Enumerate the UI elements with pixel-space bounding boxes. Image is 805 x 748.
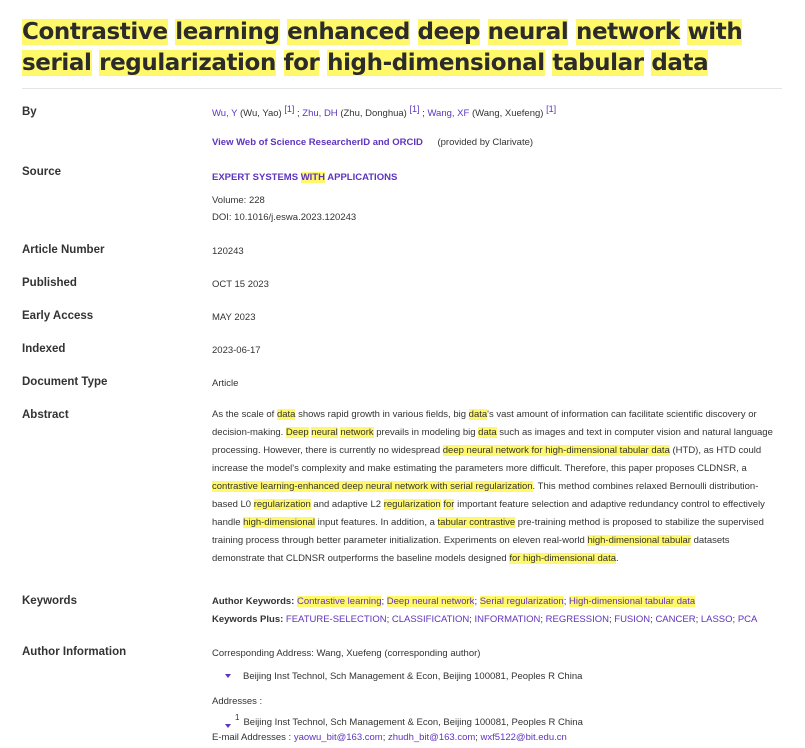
page-title [22,17,792,79]
corresponding-address-line [225,671,582,682]
keywords-plus: Keywords Plus: FEATURE-SELECTION; CLASSIFICATION; INFORMATION; REGRESSION; FUSION; CANCER; LASSO; PCA [212,614,758,625]
email-link[interactable]: zhudh_bit@163.com [387,732,476,743]
email-link[interactable]: wxf5122@bit.edu.cn [480,732,567,743]
abstract-highlight: deep neural network for high-dimensional tabular data [442,445,670,456]
label-source: Source [22,166,61,178]
journal-name-part: EXPERT SYSTEMS [212,172,301,183]
title-word: serial [22,50,92,76]
provided-by-note: (provided by Clarivate) [437,137,534,148]
title-word: learning [175,19,280,45]
author-link-zhu[interactable]: Zhu, DH [302,108,338,119]
keyword-plus-link[interactable]: FEATURE-SELECTION [285,614,387,625]
journal-name-part: APPLICATIONS [324,172,398,183]
author-fullname: (Zhu, Donghua) [340,108,407,119]
title-word: with [687,19,743,45]
author-link-wang[interactable]: Wang, XF [427,108,470,119]
corr-address-text: Beijing Inst Technol, Sch Management & Econ, Beijing 100081, Peoples R China [243,671,583,682]
abstract-segment: 's vast amount of information can facilitate scientific discovery or decision-making. [212,409,757,438]
address-line [225,713,583,728]
abstract-segment: pre-training method is proposed to stabilize the supervised training process through better parameter initialization. Experiments on eleven real-world [212,517,764,546]
abstract-segment: (HTD), as HTD could increase the model's complexity and make estimating the parameters more difficult. Therefore, this paper proposes CLDNSR, a [212,445,762,474]
abstract-text [212,406,784,568]
address-number: 1 [235,713,240,722]
email-label: E-mail Addresses : [212,732,292,743]
label-author-information: Author Information [22,646,127,658]
address-text: Beijing Inst Technol, Sch Management & Econ, Beijing 100081, Peoples R China [243,717,583,728]
journal-name-part: WITH [300,172,325,183]
abstract-highlight: regularization [383,499,441,510]
abstract-highlight: tabular contrastive [437,517,516,528]
label-early-access: Early Access [22,310,94,322]
doi: DOI: 10.1016/j.eswa.2023.120243 [212,212,357,223]
title-word: enhanced [287,19,410,45]
abstract-segment: important feature selection and adaptive redundancy control to effectively handle [212,499,765,528]
author-fullname: (Wu, Yao) [240,108,282,119]
label-abstract: Abstract [22,409,69,421]
title-word: network [575,19,680,45]
title-word: neural [487,19,569,45]
addresses-label: Addresses : [212,696,263,707]
abstract-segment: shows rapid growth in various fields, big [295,409,469,420]
early-access-value: MAY 2023 [212,312,256,323]
journal-link[interactable] [212,172,397,183]
abstract-segment: input features. In addition, a [315,517,438,528]
author-keyword-link[interactable]: Contrastive learning [296,596,382,607]
authors-line: Wu, Y (Wu, Yao) [1] ; Zhu, DH (Zhu, Donghua) [1] ; Wang, XF (Wang, Xuefeng) [1] [212,104,557,119]
author-keywords-label: Author Keywords: [212,596,295,607]
keyword-plus-link[interactable]: PCA [737,614,758,625]
label-published: Published [22,277,77,289]
abstract-highlight: data [468,409,488,420]
published-value: OCT 15 2023 [212,279,269,290]
indexed-value: 2023-06-17 [212,345,261,356]
abstract-segment: such as images and text in computer vision and natural language processing. However, there is currently no widespread [212,427,773,456]
title-word: tabular [552,50,644,76]
researcher-id-link[interactable]: View Web of Science ResearcherID and ORCID [212,137,423,148]
abstract-highlight: regularization [253,499,311,510]
keyword-plus-link[interactable]: REGRESSION [545,614,609,625]
title-word: data [651,50,709,76]
label-document-type: Document Type [22,376,108,388]
keyword-plus-link[interactable]: CLASSIFICATION [391,614,470,625]
label-indexed: Indexed [22,343,66,355]
keyword-plus-link[interactable]: LASSO [700,614,733,625]
email-line: E-mail Addresses : yaowu_bit@163.com; zhudh_bit@163.com; wxf5122@bit.edu.cn [212,732,567,743]
email-link[interactable]: yaowu_bit@163.com [293,732,383,743]
abstract-highlight: neural [311,427,338,438]
abstract-highlight: data [276,409,296,420]
abstract-segment: prevails in modeling big [373,427,479,438]
title-word: deep [417,19,481,45]
title-word: high-dimensional [327,50,545,76]
author-ref[interactable]: [1] [409,104,420,114]
label-by: By [22,106,37,118]
label-article-number: Article Number [22,244,105,256]
label-keywords: Keywords [22,595,77,607]
abstract-highlight: for high-dimensional data [509,553,616,564]
chevron-down-icon[interactable] [225,724,231,728]
abstract-segment: datasets demonstrate that CLDNSR outperforms the baseline models designed [212,535,730,564]
abstract-highlight: network [340,427,374,438]
abstract-segment: . This method combines relaxed Bernoulli distribution-based L0 [212,481,759,510]
abstract-highlight: Deep [285,427,309,438]
keyword-plus-link[interactable]: CANCER [655,614,696,625]
author-ref[interactable]: [1] [546,104,557,114]
abstract-highlight: high-dimensional [243,517,315,528]
title-word: regularization [99,50,276,76]
researcher-line [212,137,533,148]
author-link-wu[interactable]: Wu, Y [212,108,238,119]
volume: Volume: 228 [212,195,265,206]
author-keywords: Author Keywords: Contrastive learning; Deep neural network; Serial regularization; High-dimensional tabular data [212,596,696,607]
author-keyword-link[interactable]: High-dimensional tabular data [568,596,696,607]
article-number-value: 120243 [212,246,244,257]
abstract-segment: and adaptive L2 [310,499,384,510]
corresponding-address: Corresponding Address: Wang, Xuefeng (corresponding author) [212,648,481,659]
abstract-highlight: high-dimensional tabular [587,535,691,546]
keyword-plus-link[interactable]: FUSION [614,614,651,625]
abstract-highlight: for [443,499,455,510]
keywords-plus-label: Keywords Plus: [212,614,284,625]
keyword-plus-link[interactable]: INFORMATION [474,614,541,625]
author-fullname: (Wang, Xuefeng) [471,108,544,119]
title-divider [22,88,782,89]
title-word: Contrastive [22,19,168,45]
abstract-segment: As the scale of [212,409,277,420]
author-ref[interactable]: [1] [284,104,295,114]
abstract-segment: . [616,553,619,564]
title-word: for [283,50,320,76]
abstract-highlight: data [478,427,497,438]
author-keyword-link[interactable]: Deep neural network [386,596,475,607]
document-type-value: Article [212,378,239,389]
abstract-highlight: contrastive learning-enhanced deep neural network with serial regularization [212,481,533,492]
chevron-down-icon[interactable] [225,674,231,678]
author-keyword-link[interactable]: Serial regularization [479,596,564,607]
